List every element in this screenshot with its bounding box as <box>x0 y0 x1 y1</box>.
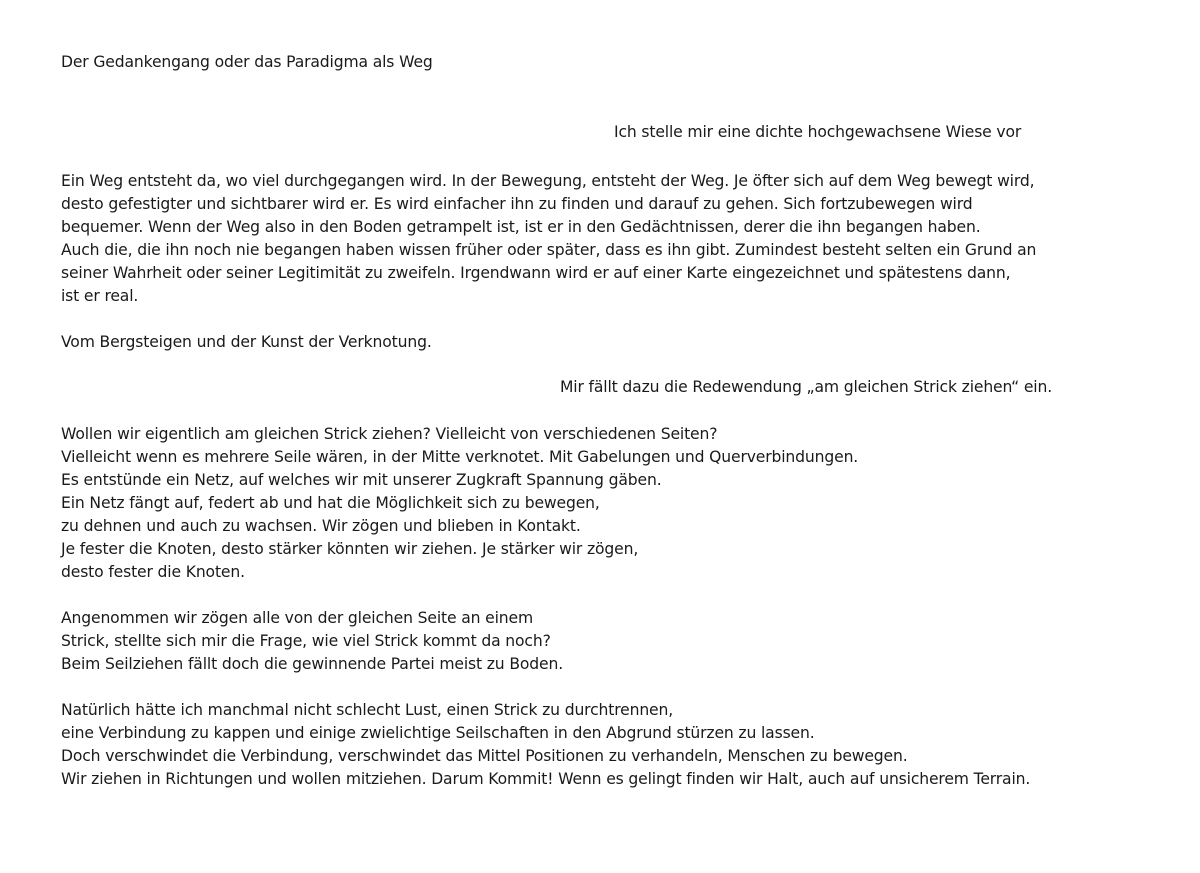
paragraph-line: seiner Wahrheit oder seiner Legitimität zu zweifeln. Irgendwann wird er auf einer Karte eingezeichnet und spätestens dann, <box>61 264 1011 282</box>
paragraph-connection <box>61 699 1030 791</box>
paragraph-rope <box>61 423 858 584</box>
aside-idiom: Mir fällt dazu die Redewendung „am gleichen Strick ziehen“ ein. <box>560 378 1053 396</box>
paragraph-line: desto fester die Knoten. <box>61 563 245 581</box>
paragraph-line: Ein Netz fängt auf, federt ab und hat die Möglichkeit sich zu bewegen, <box>61 494 600 512</box>
paragraph-line: zu dehnen und auch zu wachsen. Wir zögen und blieben in Kontakt. <box>61 517 581 535</box>
paragraph-line: bequemer. Wenn der Weg also in den Boden getrampelt ist, ist er in den Gedächtnissen, derer die ihn begangen haben. <box>61 218 981 236</box>
document-title: Der Gedankengang oder das Paradigma als Weg <box>61 53 433 71</box>
paragraph-line: Auch die, die ihn noch nie begangen haben wissen früher oder später, dass es ihn gibt. Zumindest besteht selten ein Grund an <box>61 241 1037 259</box>
paragraph-line: desto gefestigter und sichtbarer wird er. Es wird einfacher ihn zu finden und darauf zu gehen. Sich fortzubewegen wird <box>61 195 973 213</box>
paragraph-line: Je fester die Knoten, desto stärker könnten wir ziehen. Je stärker wir zögen, <box>61 540 639 558</box>
paragraph-line: Es entstünde ein Netz, auf welches wir mit unserer Zugkraft Spannung gäben. <box>61 471 662 489</box>
paragraph-line: Wollen wir eigentlich am gleichen Strick ziehen? Vielleicht von verschiedenen Seiten? <box>61 425 718 443</box>
section-subtitle: Vom Bergsteigen und der Kunst der Verknotung. <box>61 333 432 351</box>
paragraph-line: ist er real. <box>61 287 139 305</box>
paragraph-line: Angenommen wir zögen alle von der gleichen Seite an einem <box>61 609 534 627</box>
paragraph-line: Strick, stellte sich mir die Frage, wie viel Strick kommt da noch? <box>61 632 551 650</box>
paragraph-line: Ein Weg entsteht da, wo viel durchgegangen wird. In der Bewegung, entsteht der Weg. Je öfter sich auf dem Weg bewegt wird, <box>61 172 1035 190</box>
paragraph-line: Wir ziehen in Richtungen und wollen mitziehen. Darum Kommit! Wenn es gelingt finden wir Halt, auch auf unsicherem Terrain. <box>61 770 1031 788</box>
paragraph-line: Doch verschwindet die Verbindung, verschwindet das Mittel Positionen zu verhandeln, Menschen zu bewegen. <box>61 747 908 765</box>
paragraph-line: eine Verbindung zu kappen und einige zwielichtige Seilschaften in den Abgrund stürzen zu lassen. <box>61 724 815 742</box>
paragraph-line: Natürlich hätte ich manchmal nicht schlecht Lust, einen Strick zu durchtrennen, <box>61 701 674 719</box>
paragraph-line: Beim Seilziehen fällt doch die gewinnende Partei meist zu Boden. <box>61 655 564 673</box>
paragraph-same-side <box>61 607 563 676</box>
aside-meadow: Ich stelle mir eine dichte hochgewachsene Wiese vor <box>614 123 1022 141</box>
paragraph-path <box>61 170 1036 308</box>
paragraph-line: Vielleicht wenn es mehrere Seile wären, in der Mitte verknotet. Mit Gabelungen und Querverbindungen. <box>61 448 859 466</box>
